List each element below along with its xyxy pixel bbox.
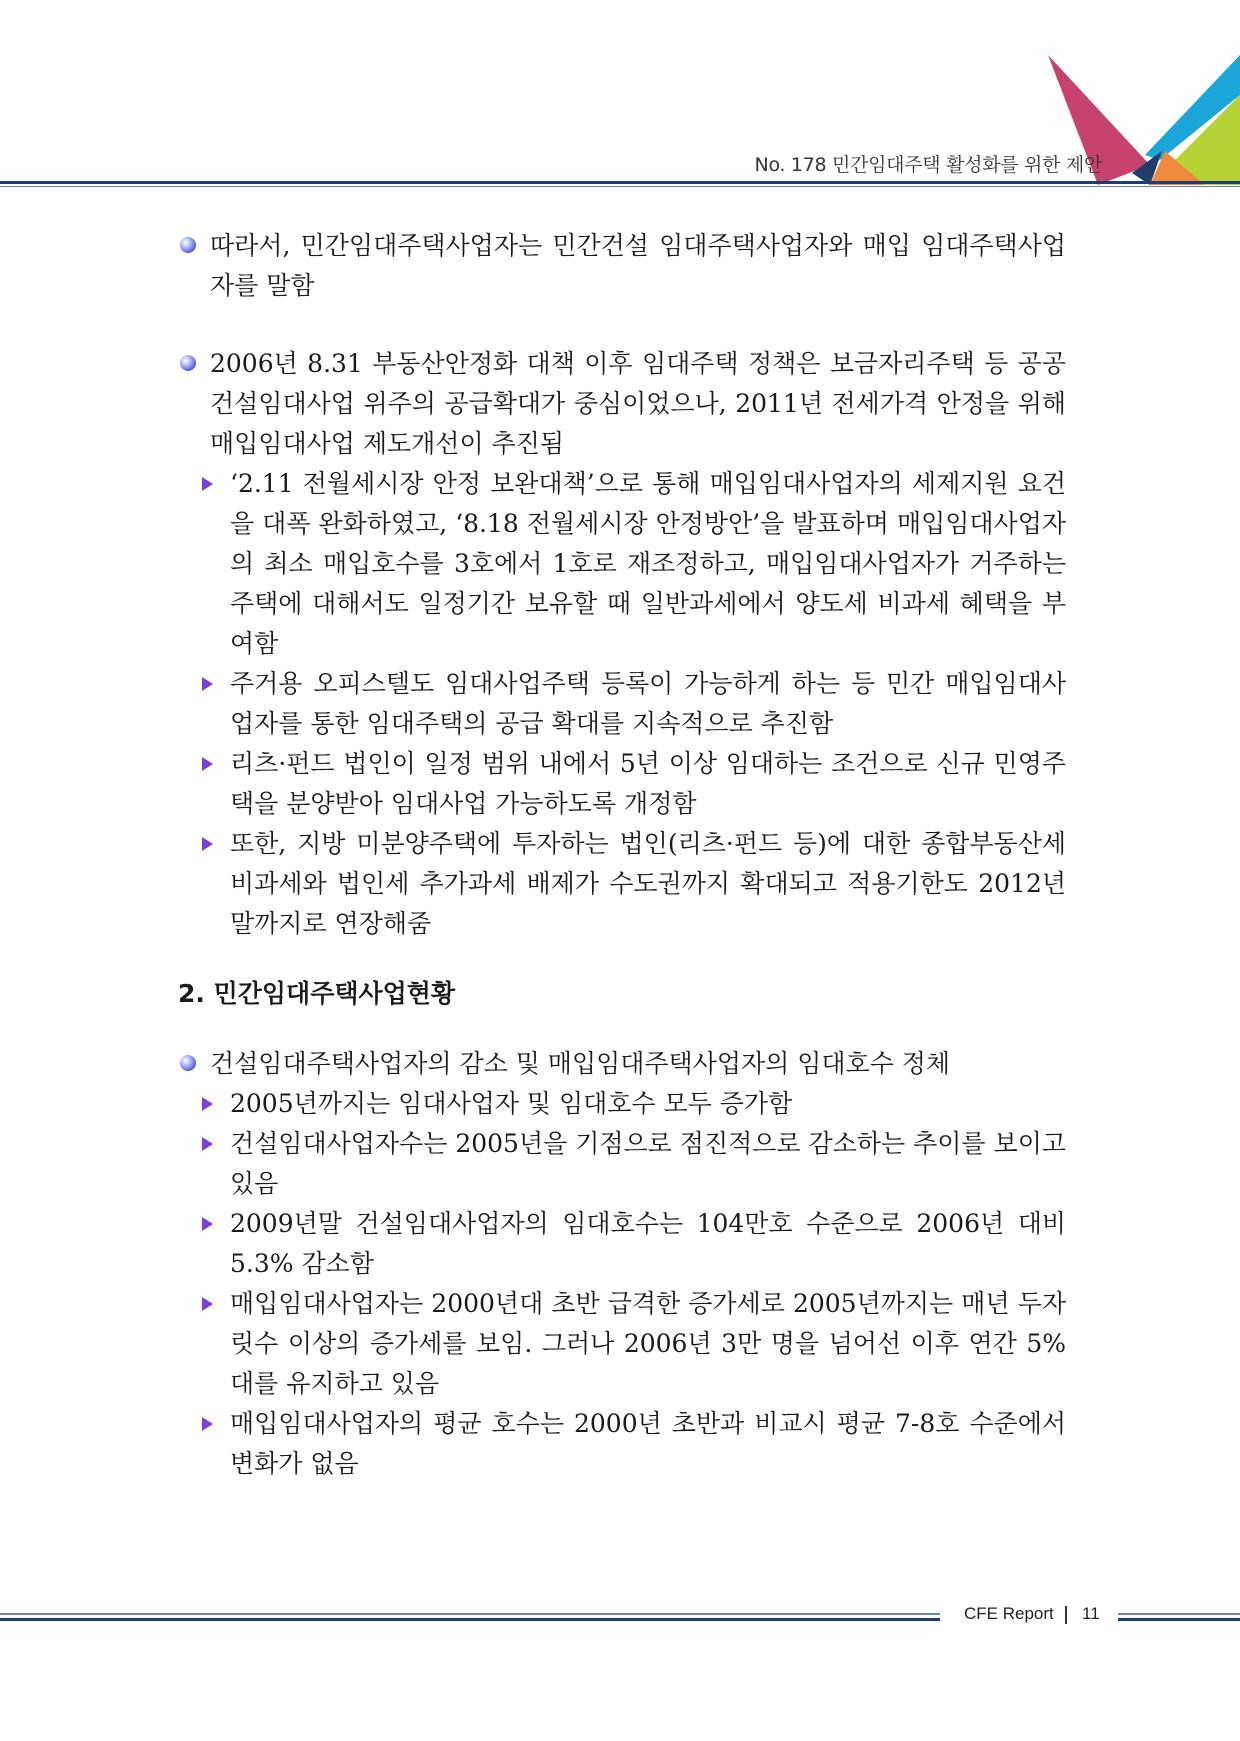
arrow-bullet-icon xyxy=(202,1097,213,1111)
section-heading: 2. 민간임대주택사업현황 xyxy=(178,979,456,1008)
sub-item xyxy=(178,464,1066,664)
sub-item-text: 또한, 지방 미분양주택에 투자하는 법인(리츠·펀드 등)에 대한 종합부동산세 비과세와 법인세 추가과세 배제가 수도권까지 확대되고 적용기한도 2012년 말까지로 연장해줌 xyxy=(230,829,1066,938)
sub-item-text: ‘2.11 전월세시장 안정 보완대책’으로 통해 매입임대사업자의 세제지원 요건을 대폭 완화하였고, ‘8.18 전월세시장 안정방안’을 발표하며 매입임대사업자의 최소 매입호수를 3호에서 1호로 재조정하고, 매입임대사업자가 거주하는 주택에 대해서도 일정기간 보유할 때 일반과세에서 양도세 비과세 혜택을 부여함 xyxy=(230,469,1066,658)
paragraph-3-text: 건설임대주택사업자의 감소 및 매입임대주택사업자의 임대호수 정체 xyxy=(210,1049,951,1078)
footer-rule-left xyxy=(0,1613,940,1621)
bullet-icon xyxy=(180,237,196,253)
footer-report-label: CFE Report xyxy=(964,1604,1054,1623)
main-content xyxy=(178,226,1066,1484)
sub-item-text: 2009년말 건설임대사업자의 임대호수는 104만호 수준으로 2006년 대비 5.3% 감소함 xyxy=(230,1209,1066,1278)
bullet-icon xyxy=(180,355,196,371)
paragraph-2 xyxy=(178,344,1066,464)
arrow-bullet-icon xyxy=(202,837,213,851)
paragraph-3 xyxy=(178,1044,1066,1084)
footer-rule-right xyxy=(1118,1613,1240,1621)
paragraph-2-text: 2006년 8.31 부동산안정화 대책 이후 임대주택 정책은 보금자리주택 등 공공건설임대사업 위주의 공급확대가 중심이었으나, 2011년 전세가격 안정을 위해 매입임대사업 제도개선이 추진됨 xyxy=(210,349,1066,458)
arrow-bullet-icon xyxy=(202,757,213,771)
sub-item-text: 매입임대사업자는 2000년대 초반 급격한 증가세로 2005년까지는 매년 두자릿수 이상의 증가세를 보임. 그러나 2006년 3만 명을 넘어선 이후 연간 5% 대를 유지하고 있음 xyxy=(230,1289,1066,1398)
sub-item xyxy=(178,664,1066,744)
sub-item xyxy=(178,744,1066,824)
sub-item xyxy=(178,1124,1066,1204)
header-title: No. 178 민간임대주택 활성화를 위한 제안 xyxy=(754,154,1102,176)
sub-item-text: 주거용 오피스텔도 임대사업주택 등록이 가능하게 하는 등 민간 매입임대사업자를 통한 임대주택의 공급 확대를 지속적으로 추진함 xyxy=(230,669,1066,738)
footer xyxy=(0,1604,1240,1634)
sub-item-text: 2005년까지는 임대사업자 및 임대호수 모두 증가함 xyxy=(230,1089,793,1118)
sub-item xyxy=(178,1284,1066,1404)
arrow-bullet-icon xyxy=(202,1297,213,1311)
arrow-bullet-icon xyxy=(202,477,213,491)
sub-item xyxy=(178,824,1066,944)
arrow-bullet-icon xyxy=(202,677,213,691)
sub-item xyxy=(178,1204,1066,1284)
page-number: 11 xyxy=(1082,1604,1100,1623)
arrow-bullet-icon xyxy=(202,1417,213,1431)
paragraph-1 xyxy=(178,226,1066,306)
sub-item-text: 매입임대사업자의 평균 호수는 2000년 초반과 비교시 평균 7-8호 수준에서 변화가 없음 xyxy=(230,1409,1066,1478)
paragraph-1-text: 따라서, 민간임대주택사업자는 민간건설 임대주택사업자와 매입 임대주택사업자를 말함 xyxy=(210,231,1066,300)
sub-item xyxy=(178,1084,1066,1124)
arrow-bullet-icon xyxy=(202,1137,213,1151)
header-rule xyxy=(0,181,1240,187)
footer-separator xyxy=(1065,1606,1067,1624)
sub-item-text: 건설임대사업자수는 2005년을 기점으로 점진적으로 감소하는 추이를 보이고 있음 xyxy=(230,1129,1066,1198)
sub-item-text: 리츠·펀드 법인이 일정 범위 내에서 5년 이상 임대하는 조건으로 신규 민영주택을 분양받아 임대사업 가능하도록 개정함 xyxy=(230,749,1066,818)
bullet-icon xyxy=(180,1055,196,1071)
arrow-bullet-icon xyxy=(202,1217,213,1231)
sub-item xyxy=(178,1404,1066,1484)
